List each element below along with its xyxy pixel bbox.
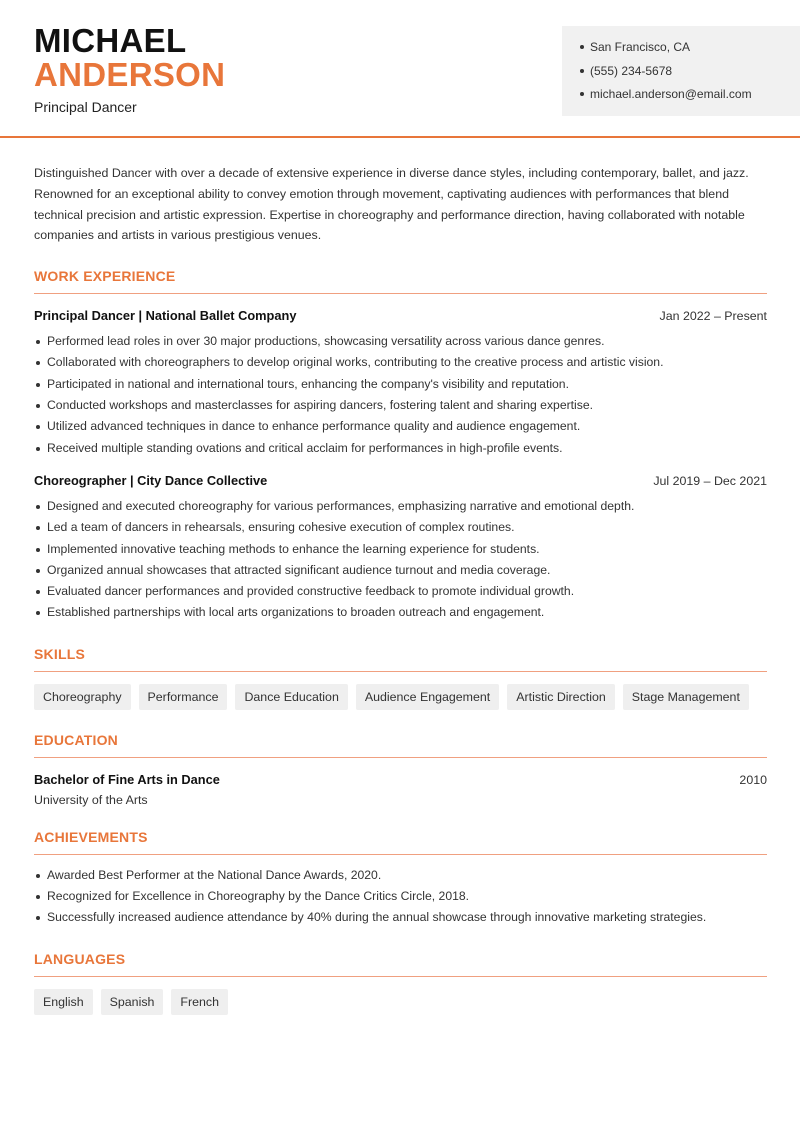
list-item: Conducted workshops and masterclasses for aspiring dancers, fostering talent and sharing expertise.	[34, 395, 767, 416]
contact-location: San Francisco, CA	[580, 40, 800, 64]
contact-email[interactable]: michael.anderson@email.com	[580, 87, 800, 111]
education-school: University of the Arts	[34, 792, 148, 807]
achievements-list	[34, 865, 767, 929]
list-item: Utilized advanced techniques in dance to enhance performance quality and audience engagement.	[34, 416, 767, 437]
contact-phone: (555) 234-5678	[580, 64, 800, 88]
last-name: ANDERSON	[34, 56, 226, 93]
list-item: Established partnerships with local arts organizations to broaden outreach and engagement.	[34, 602, 767, 623]
list-item: Received multiple standing ovations and critical acclaim for performances in high-profile events.	[34, 438, 767, 459]
languages-list	[34, 989, 767, 1015]
first-name: MICHAEL	[34, 22, 187, 59]
skill-tag: Stage Management	[623, 684, 749, 710]
list-item: Recognized for Excellence in Choreography by the Dance Critics Circle, 2018.	[34, 886, 767, 907]
list-item: Designed and executed choreography for various performances, emphasizing narrative and emotional depth.	[34, 496, 767, 517]
list-item: Implemented innovative teaching methods to enhance the learning experience for students.	[34, 539, 767, 560]
job-entry	[34, 308, 767, 459]
job-bullets	[34, 496, 767, 624]
section-title-education: EDUCATION	[34, 732, 767, 758]
skill-tag: Choreography	[34, 684, 131, 710]
list-item: Successfully increased audience attendance by 40% during the annual showcase through innovative marketing strategies.	[34, 907, 767, 928]
job-title: Principal Dancer	[34, 99, 137, 115]
list-item: Collaborated with choreographers to develop original works, contributing to the creative process and artistic vision.	[34, 352, 767, 373]
education-degree: Bachelor of Fine Arts in Dance	[34, 771, 220, 787]
job-entry-date: Jul 2019 – Dec 2021	[653, 473, 767, 488]
section-title-work: WORK EXPERIENCE	[34, 268, 767, 294]
job-entry-date: Jan 2022 – Present	[659, 309, 767, 324]
education-year: 2010	[739, 772, 767, 787]
resume-body	[34, 163, 767, 1015]
section-title-skills: SKILLS	[34, 646, 767, 672]
list-item: Organized annual showcases that attracted significant audience turnout and media coverage.	[34, 560, 767, 581]
language-tag: Spanish	[101, 989, 164, 1015]
skills-list	[34, 684, 767, 710]
skill-tag: Dance Education	[235, 684, 347, 710]
education-entry	[34, 772, 767, 807]
job-bullets	[34, 331, 767, 459]
candidate-name	[34, 24, 225, 92]
skill-tag: Artistic Direction	[507, 684, 615, 710]
skill-tag: Performance	[139, 684, 228, 710]
language-tag: French	[171, 989, 228, 1015]
list-item: Led a team of dancers in rehearsals, ensuring cohesive execution of complex routines.	[34, 517, 767, 538]
list-item: Performed lead roles in over 30 major productions, showcasing versatility across various dance genres.	[34, 331, 767, 352]
skill-tag: Audience Engagement	[356, 684, 499, 710]
list-item: Participated in national and international tours, enhancing the company's visibility and reputation.	[34, 374, 767, 395]
list-item: Awarded Best Performer at the National Dance Awards, 2020.	[34, 865, 767, 886]
section-title-languages: LANGUAGES	[34, 951, 767, 977]
section-title-achievements: ACHIEVEMENTS	[34, 829, 767, 855]
resume-header	[0, 0, 800, 138]
job-entry-title: Principal Dancer | National Ballet Company	[34, 308, 297, 324]
job-entry	[34, 473, 767, 624]
contact-box	[562, 26, 800, 116]
job-entry-title: Choreographer | City Dance Collective	[34, 472, 268, 488]
language-tag: English	[34, 989, 93, 1015]
list-item: Evaluated dancer performances and provided constructive feedback to promote individual growth.	[34, 581, 767, 602]
summary: Distinguished Dancer with over a decade of extensive experience in diverse dance styles, including contemporary, ballet, and jazz. Renowned for an exceptional ability to convey emotion through movement, captivating audiences with performances that blend technical precision and artistic expression. Expertise in choreography and performance direction, having collaborated with notable companies and artists in various prestigious venues.	[34, 166, 749, 243]
